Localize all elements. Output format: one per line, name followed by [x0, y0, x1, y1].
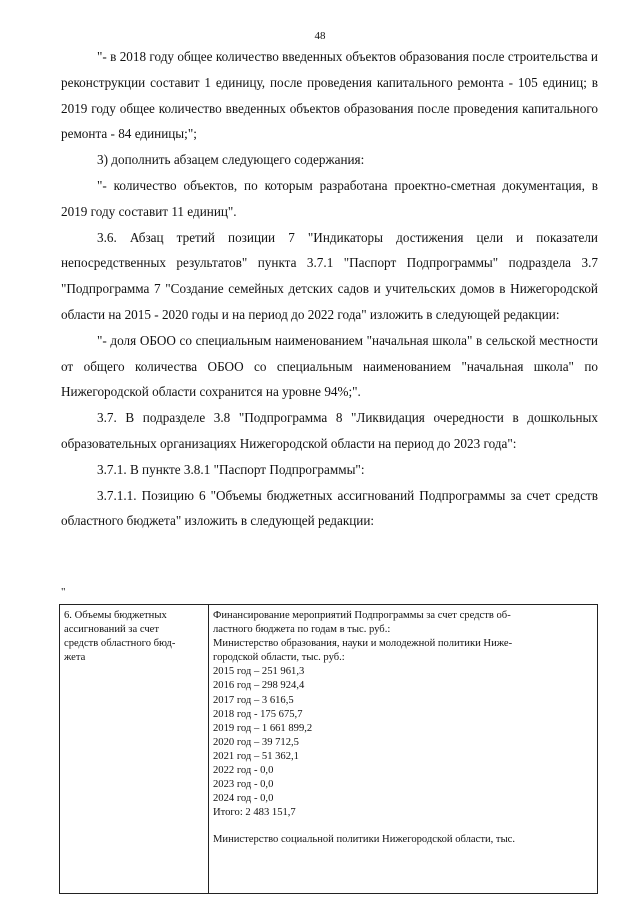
financing-cell	[209, 605, 598, 894]
year-amount: 2015 год – 251 961,3	[213, 666, 305, 678]
financing-intro-line: Финансирование мероприятий Подпрограммы за счет средств об-	[213, 610, 511, 621]
year-amount: 2021 год – 51 362,1	[213, 750, 299, 762]
total-amount: Итого: 2 483 151,7	[213, 807, 296, 819]
position-name-line: ассигнований за счет	[64, 624, 159, 636]
year-amount: 2017 год – 3 616,5	[213, 694, 294, 706]
ministry-education-line: Министерство образования, науки и молодежной политики Ниже-	[213, 638, 513, 650]
paragraph: "- доля ОБОО со специальным наименованием "начальная школа" в сельской местности от общего количества ОБОО со специальным наименованием "начальная школа" по Нижегородской области сохранится на уровне 94%;".	[61, 332, 598, 400]
body-text	[61, 44, 598, 534]
paragraph: "- количество объектов, по которым разработана проектно-сметная документация, в 2019 году составит 11 единиц".	[61, 177, 598, 219]
paragraph: 3) дополнить абзацем следующего содержания:	[97, 152, 365, 168]
year-amount: 2016 год – 298 924,4	[213, 680, 305, 692]
year-amount: 2019 год – 1 661 899,2	[213, 722, 313, 734]
paragraph: 3.6. Абзац третий позиции 7 "Индикаторы достижения цели и показатели непосредственных результатов" пункта 3.7.1 "Паспорт Подпрограммы" подраздела 3.7 "Подпрограмма 7 "Создание семейных детских садов и учительских домов в Нижегородской области на 2015 - 2020 годы и на период до 2022 года" изложить в следующей редакции:	[61, 229, 598, 322]
budget-table	[59, 604, 598, 894]
paragraph: 3.7. В подразделе 3.8 "Подпрограмма 8 "Ликвидация очередности в дошкольных образовательных организациях Нижегородской области на период до 2023 года":	[61, 410, 598, 451]
position-name-line: средств областного бюд-	[64, 638, 176, 650]
ministry-education-line: городской области, тыс. руб.:	[213, 652, 345, 664]
position-name-line: 6. Объемы бюджетных	[64, 610, 167, 621]
ministry-social-line: Министерство социальной политики Нижегородской области, тыс.	[213, 834, 516, 846]
spacer	[213, 820, 593, 833]
year-amount: 2020 год – 39 712,5	[213, 736, 299, 748]
position-name-cell	[60, 605, 209, 894]
position-name-line: жета	[64, 652, 86, 664]
year-amount: 2023 год - 0,0	[213, 779, 274, 791]
year-amount: 2022 год - 0,0	[213, 765, 274, 777]
opening-quote: "	[61, 586, 66, 598]
table-row	[60, 605, 598, 894]
financing-intro-line: ластного бюджета по годам в тыс. руб.:	[213, 624, 391, 636]
year-amount: 2018 год - 175 675,7	[213, 708, 303, 720]
paragraph: 3.7.1. В пункте 3.8.1 "Паспорт Подпрограммы":	[97, 461, 365, 477]
year-amount: 2024 год - 0,0	[213, 793, 274, 805]
page-number: 48	[314, 30, 326, 42]
paragraph: 3.7.1.1. Позицию 6 "Объемы бюджетных ассигнований Подпрограммы за счет средств областного бюджета" изложить в следующей редакции:	[61, 487, 598, 529]
paragraph: "- в 2018 году общее количество введенных объектов образования после строительства и реконструкции составит 1 единицу, после проведения капитального ремонта - 105 единиц; в 2019 году общее количество введенных объектов образования после проведения капитального ремонта - 84 единицы;";	[61, 49, 598, 142]
